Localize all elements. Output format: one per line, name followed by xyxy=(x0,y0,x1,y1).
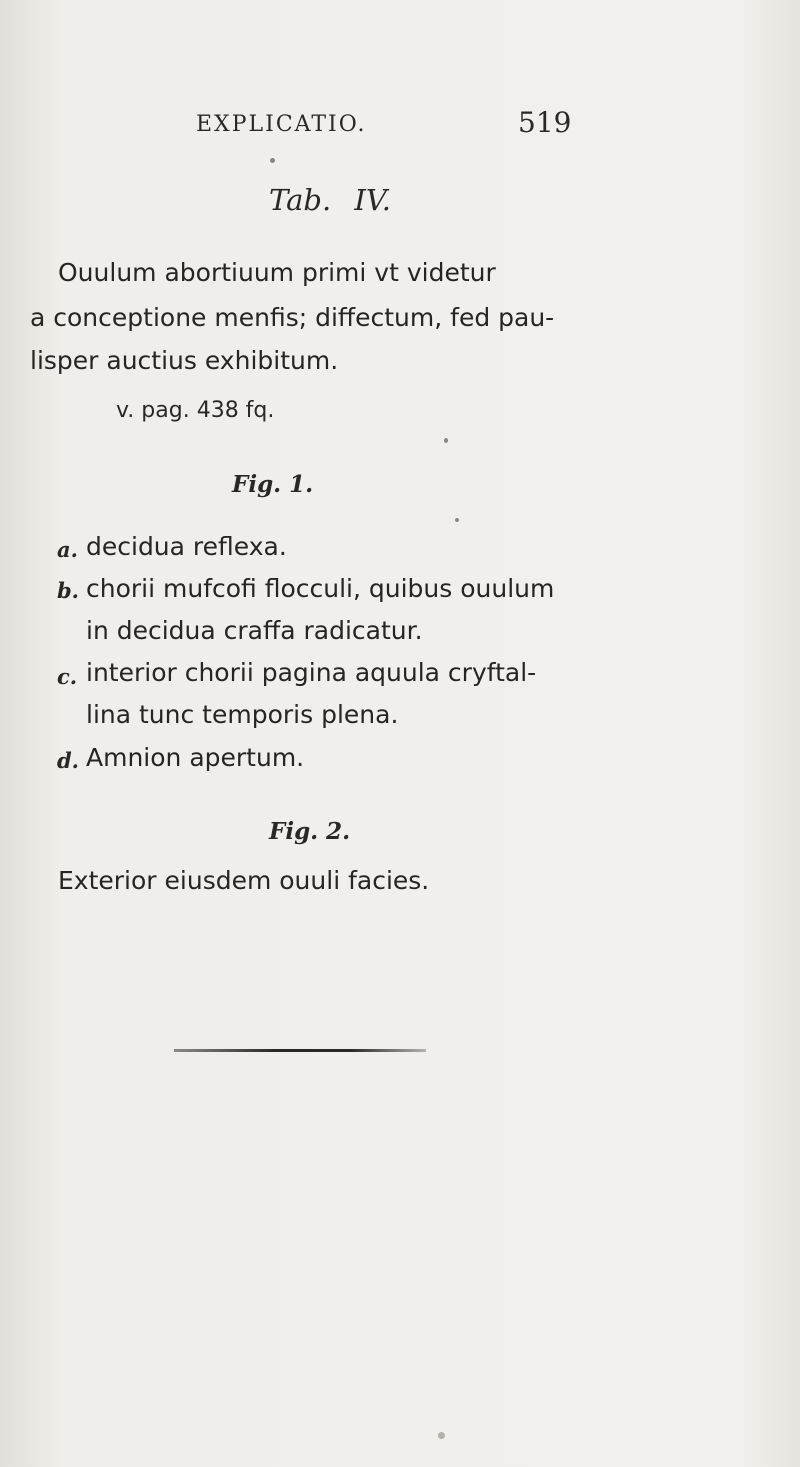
intro-line-3: lisper auctius exhibitum. xyxy=(30,346,339,375)
item-a-text: decidua reflexa. xyxy=(86,532,287,561)
item-b-letter: b. xyxy=(57,578,79,603)
closing-rule xyxy=(174,1049,426,1052)
item-d-letter: d. xyxy=(57,748,79,773)
page-number: 519 xyxy=(518,106,572,139)
paper-speck xyxy=(455,518,459,522)
intro-line-2: a conceptione menfis; diffectum, fed pau- xyxy=(30,303,555,332)
figure-2-text: Exterior eiusdem ouuli facies. xyxy=(58,866,430,895)
item-d-text: Amnion apertum. xyxy=(86,743,305,772)
item-b-text-line-1: chorii mufcofi flocculi, quibus ouulum xyxy=(86,574,555,603)
intro-line-1: Ouulum abortiuum primi vt videtur xyxy=(58,258,496,287)
plate-title: Tab. IV. xyxy=(269,183,391,217)
item-c-letter: c. xyxy=(57,664,78,689)
item-a-letter: a. xyxy=(57,537,78,562)
figure-2-title: Fig. 2. xyxy=(269,818,351,845)
paper-speck xyxy=(438,1432,445,1439)
page-reference: v. pag. 438 fq. xyxy=(116,398,275,423)
running-header: EXPLICATIO. xyxy=(196,112,367,137)
figure-1-title: Fig. 1. xyxy=(232,471,314,498)
item-b-text-line-2: in decidua craffa radicatur. xyxy=(86,616,423,645)
paper-speck xyxy=(444,438,448,443)
paper-speck xyxy=(270,158,275,163)
item-c-text-line-2: lina tunc temporis plena. xyxy=(86,700,399,729)
item-c-text-line-1: interior chorii pagina aquula cryftal- xyxy=(86,658,537,687)
